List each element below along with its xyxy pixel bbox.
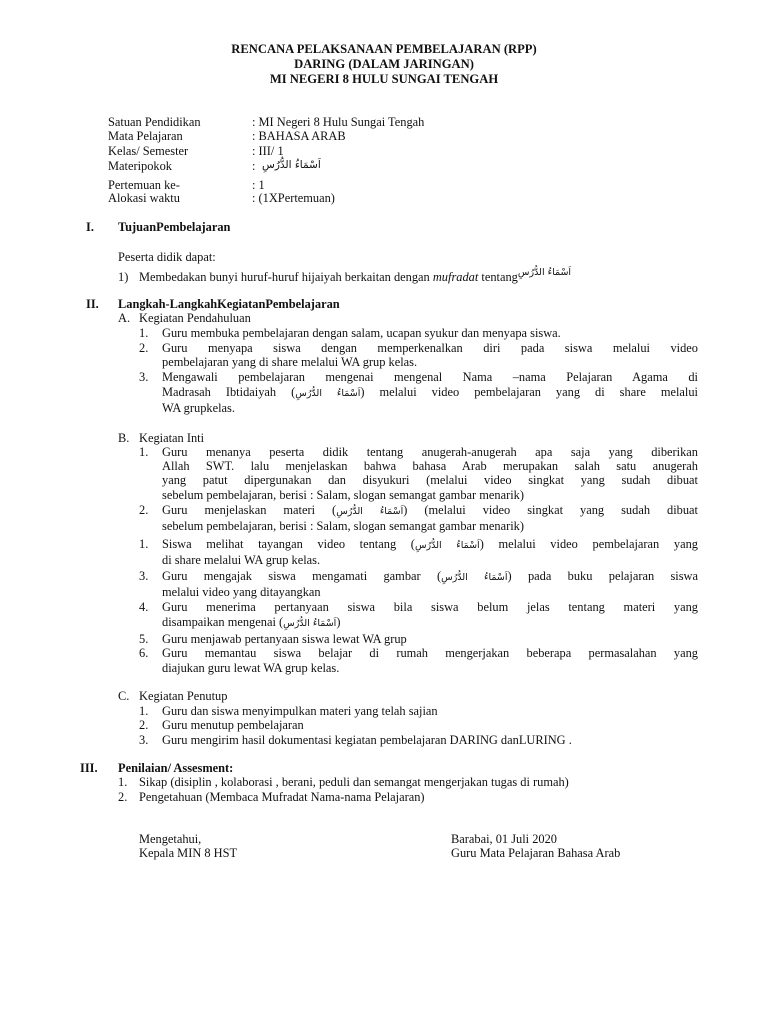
list-number: 2. <box>139 503 149 517</box>
list-item <box>162 537 698 553</box>
list-item-cont <box>162 615 340 631</box>
text: Guru menjelaskan materi ( <box>162 503 337 517</box>
section-title: Penilaian/ Assesment: <box>118 761 234 775</box>
list-number: 1. <box>139 537 149 551</box>
list-item-cont: sebelum pembelajaran, berisi : Salam, slogan semangat gambar menarik) <box>162 488 524 502</box>
list-item-cont: WA grupkelas. <box>162 401 235 415</box>
list-item <box>139 267 572 286</box>
sign-right-line-1: Barabai, 01 Juli 2020 <box>451 832 557 846</box>
subsection-letter: B. <box>118 431 130 445</box>
subsection-title: Kegiatan Inti <box>139 431 205 445</box>
list-item-cont: Allah SWT. lalu menjelaskan bahwa bahasa Arab merupakan salah satu anugerah <box>162 459 698 473</box>
list-item-text: Membedakan bunyi huruf-huruf hijaiyah berkaitan dengan <box>139 270 430 284</box>
list-item-cont: pembelajaran yang di share melalui WA grup kelas. <box>162 355 418 369</box>
text: Guru mengajak siswa mengamati gambar ( <box>162 569 442 583</box>
list-number: 3. <box>139 569 149 583</box>
text: ) pada buku pelajaran siswa <box>507 569 699 583</box>
list-number: 4. <box>139 600 149 614</box>
list-item-cont: melalui video yang ditayangkan <box>162 585 321 599</box>
text: ) melalui video pembelajaran yang <box>479 537 698 551</box>
info-value: : <box>252 159 256 173</box>
info-value: : MI Negeri 8 Hulu Sungai Tengah <box>252 115 425 129</box>
arabic-term: اَسْمَاءُ الدُّرُسِ <box>283 618 337 629</box>
title-line-3: MI NEGERI 8 HULU SUNGAI TENGAH <box>269 72 499 86</box>
list-item: Guru menyapa siswa dengan memperkenalkan diri pada siswa melalui video <box>162 341 698 355</box>
section-title: Langkah-LangkahKegiatanPembelajaran <box>118 297 340 311</box>
arabic-term: اَسْمَاءُ الدُّرُسِ <box>517 267 572 278</box>
subsection-letter: C. <box>118 689 130 703</box>
list-number: 2. <box>118 790 128 804</box>
arabic-term: اَسْمَاءُ الدُّرُسِ <box>295 388 361 399</box>
title-line-2: DARING (DALAM JARINGAN) <box>294 57 474 71</box>
text: Madrasah Ibtidaiyah ( <box>162 385 296 399</box>
info-label: Satuan Pendidikan <box>108 115 201 129</box>
list-item-cont <box>162 385 698 401</box>
list-item <box>162 503 698 519</box>
info-value: : III/ 1 <box>252 144 284 158</box>
list-item: Guru mengirim hasil dokumentasi kegiatan pembelajaran DARING danLURING . <box>162 733 572 747</box>
list-number: 5. <box>139 632 149 646</box>
info-label: Kelas/ Semester <box>108 144 189 158</box>
list-item-cont: sebelum pembelajaran, berisi : Salam, slogan semangat gambar menarik) <box>162 519 524 533</box>
info-label: Mata Pelajaran <box>108 129 183 143</box>
subsection-title: Kegiatan Penutup <box>139 689 228 703</box>
list-number: 1. <box>139 445 149 459</box>
subsection-letter: A. <box>118 311 131 325</box>
list-number: 3. <box>139 733 149 747</box>
list-number: 3. <box>139 370 149 384</box>
sign-left-line-2: Kepala MIN 8 HST <box>139 846 238 860</box>
list-number: 1. <box>139 704 149 718</box>
text: Siswa melihat tayangan video tentang ( <box>162 537 415 551</box>
list-item: Mengawali pembelajaran mengenai mengenal Nama –nama Pelajaran Agama di <box>162 370 698 384</box>
arabic-term: اَسْمَاءُ الدُّرُسِ <box>441 572 508 583</box>
list-number: 1) <box>118 270 129 284</box>
list-item: Guru memantau siswa belajar di rumah mengerjakan beberapa permasalahan yang <box>162 646 698 660</box>
italic-term: mufradat <box>432 270 479 284</box>
section-number: I. <box>86 220 94 234</box>
section-number: III. <box>80 761 98 775</box>
sign-right-line-2: Guru Mata Pelajaran Bahasa Arab <box>451 846 621 860</box>
info-label: Pertemuan ke- <box>108 178 180 192</box>
text: ) <box>336 615 341 629</box>
section-title: TujuanPembelajaran <box>118 220 231 234</box>
list-number: 2. <box>139 341 149 355</box>
info-label: Alokasi waktu <box>108 191 180 205</box>
list-number: 6. <box>139 646 149 660</box>
subsection-title: Kegiatan Pendahuluan <box>139 311 251 325</box>
list-item: Guru membuka pembelajaran dengan salam, ucapan syukur dan menyapa siswa. <box>162 326 561 340</box>
list-item-cont: yang patut dipergunakan dan disyukuri (melalui video singkat yang sudah dibuat <box>162 473 698 487</box>
info-value: : (1XPertemuan) <box>252 191 335 205</box>
list-item: Guru menutup pembelajaran <box>162 718 304 732</box>
materi-arabic: اَسْمَاءُ الدُّرُسِ <box>262 159 321 171</box>
sign-left-line-1: Mengetahui, <box>139 832 202 846</box>
list-number: 1. <box>139 326 149 340</box>
list-item-text: tentang <box>481 270 518 284</box>
list-item <box>162 569 698 585</box>
list-item: Sikap (disiplin , kolaborasi , berani, peduli dan semangat mengerjakan tugas di rumah) <box>139 775 569 789</box>
info-value: : BAHASA ARAB <box>252 129 346 143</box>
text: ) melalui video pembelajaran yang di share melalui <box>360 385 698 399</box>
list-item: Guru menerima pertanyaan siswa bila siswa belum jelas tentang materi yang <box>162 600 698 614</box>
text: ) (melalui video singkat yang sudah dibuat <box>403 503 698 517</box>
title-line-1: RENCANA PELAKSANAAN PEMBELAJARAN (RPP) <box>231 42 537 56</box>
info-value: : 1 <box>252 178 265 192</box>
text: disampaikan mengenai ( <box>162 615 284 629</box>
list-item: Pengetahuan (Membaca Mufradat Nama-nama Pelajaran) <box>139 790 425 804</box>
info-label: Materipokok <box>108 159 173 173</box>
list-item: Guru dan siswa menyimpulkan materi yang telah sajian <box>162 704 438 718</box>
list-number: 1. <box>118 775 128 789</box>
list-item: Guru menanya peserta didik tentang anugerah-anugerah apa saja yang diberikan <box>162 445 698 459</box>
arabic-term: اَسْمَاءُ الدُّرُسِ <box>414 540 480 551</box>
list-item-cont: di share melalui WA grup kelas. <box>162 553 321 567</box>
list-item-cont: diajukan guru lewat WA grup kelas. <box>162 661 340 675</box>
section-number: II. <box>86 297 99 311</box>
paragraph: Peserta didik dapat: <box>118 250 216 264</box>
list-number: 2. <box>139 718 149 732</box>
list-item: Guru menjawab pertanyaan siswa lewat WA grup <box>162 632 407 646</box>
arabic-term: اَسْمَاءُ الدُّرُسِ <box>336 506 404 517</box>
